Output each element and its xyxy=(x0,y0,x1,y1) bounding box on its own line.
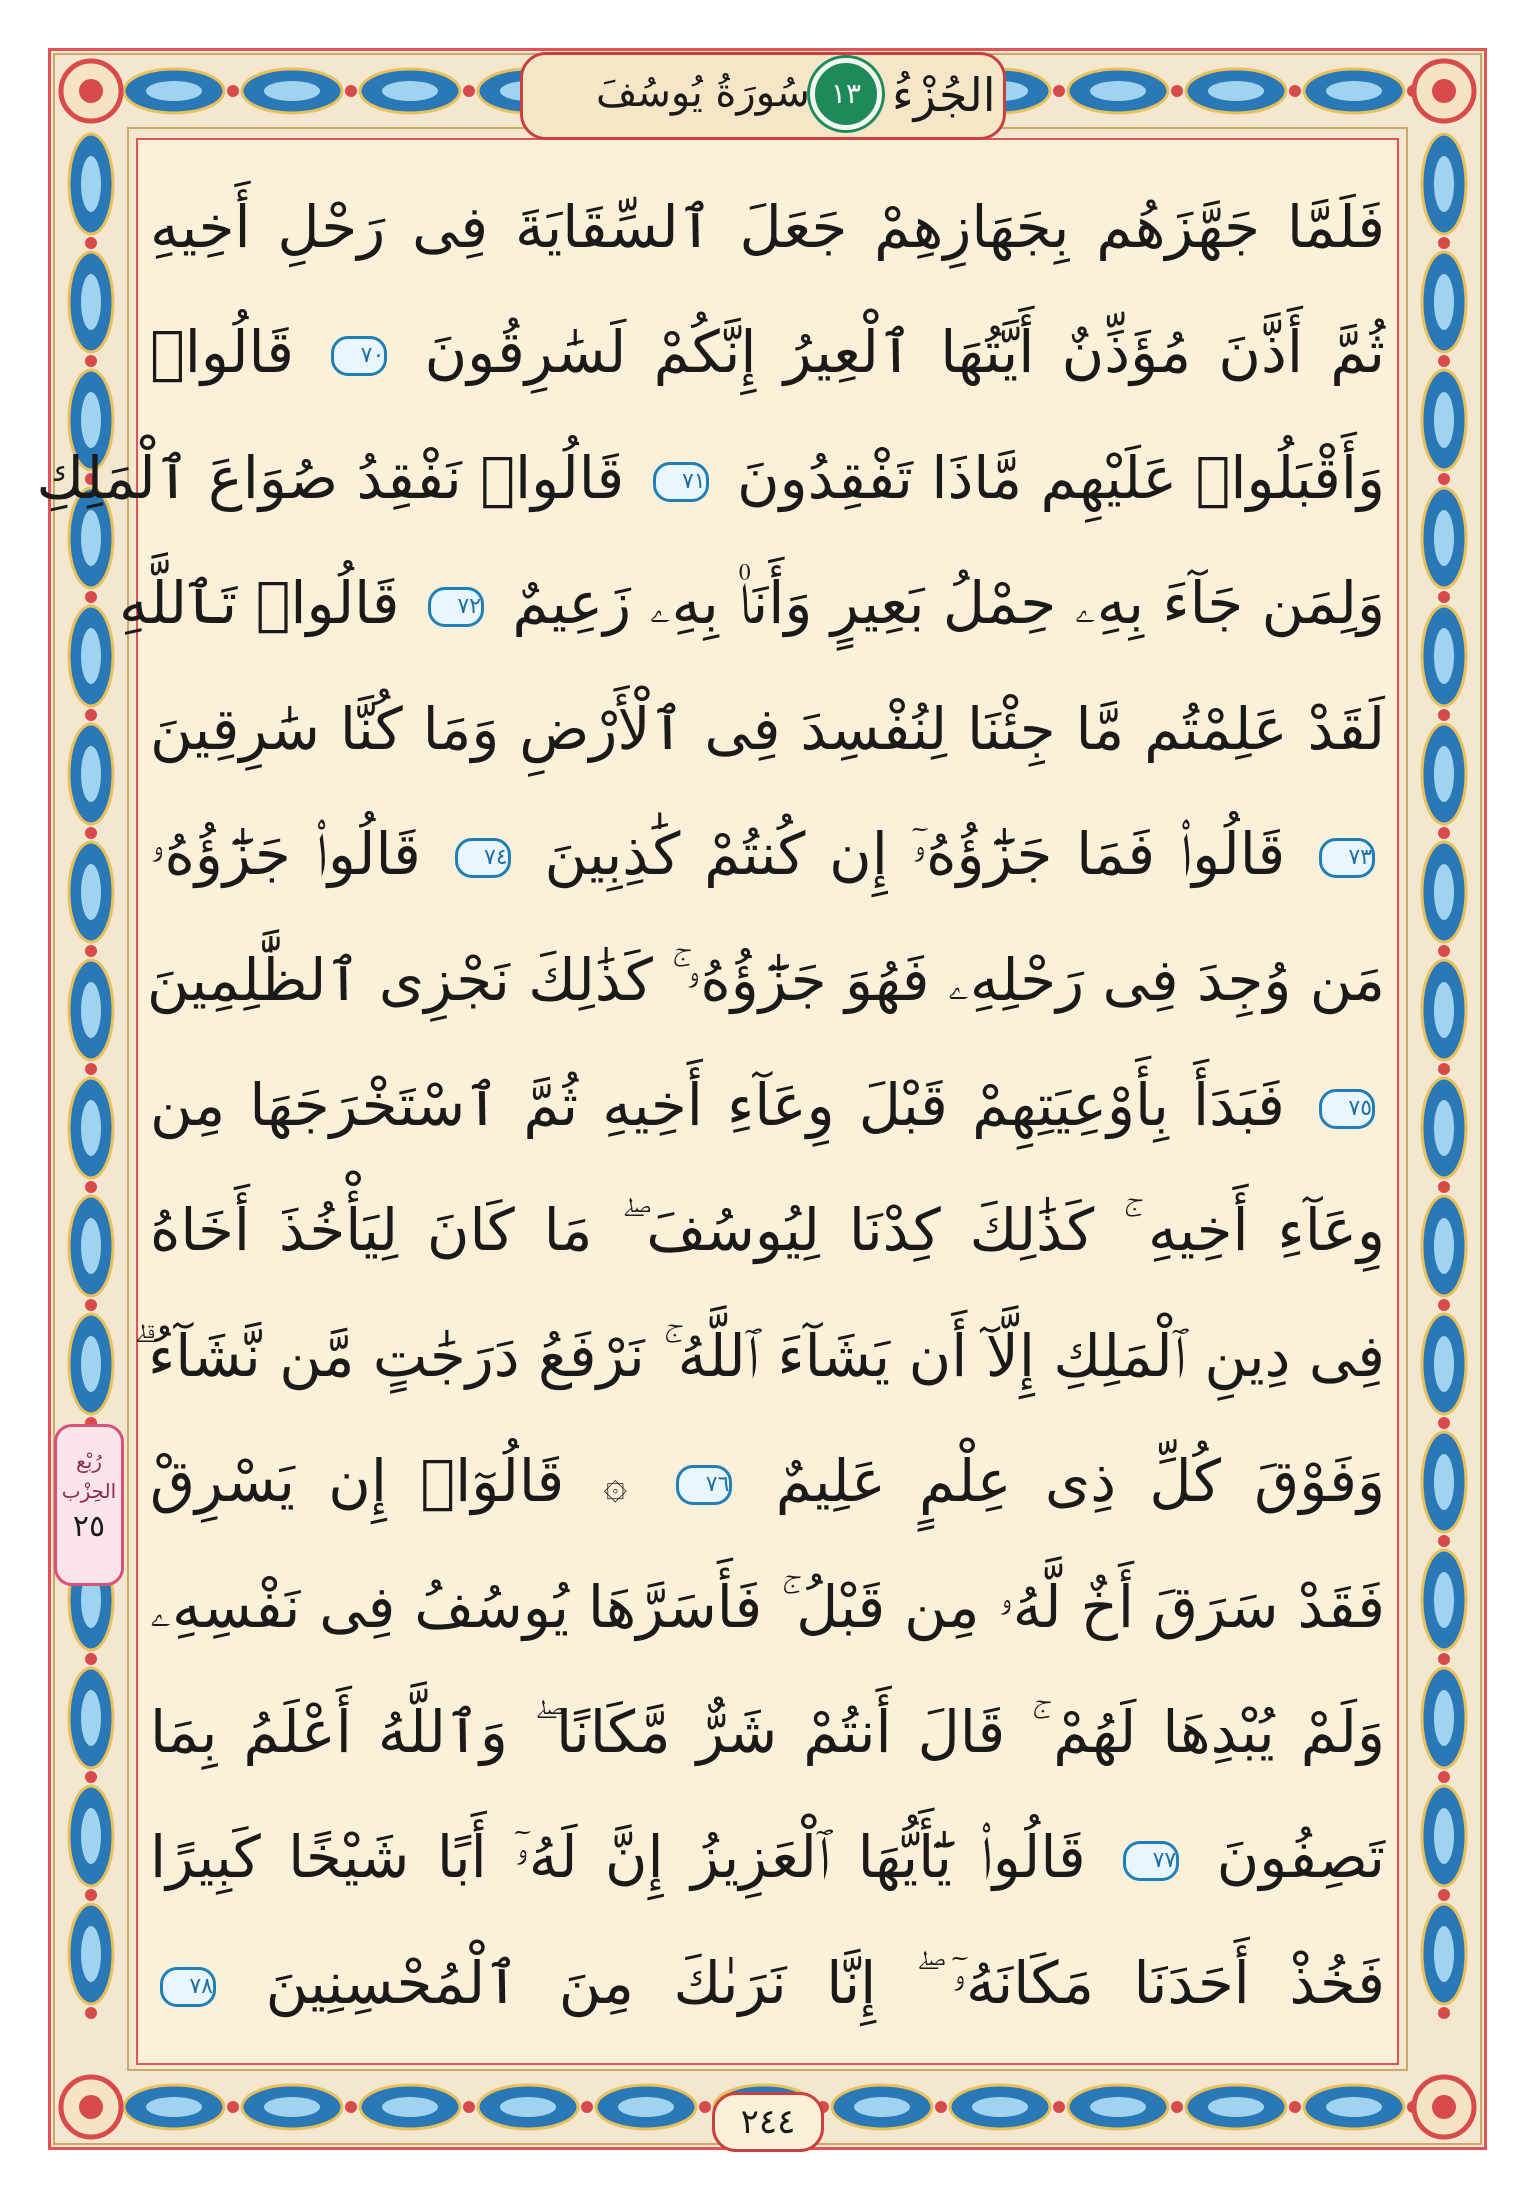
border-medallion-inner xyxy=(81,982,101,1038)
border-dot xyxy=(1438,1181,1450,1193)
border-dot xyxy=(85,1889,97,1901)
text-line xyxy=(150,300,1385,404)
border-medallion-inner xyxy=(1434,510,1454,566)
surah-title: سُورَةُ يُوسُفَ xyxy=(596,70,810,116)
border-dot xyxy=(1171,85,1183,97)
border-dot xyxy=(227,2101,239,2113)
ayah-number-marker: ٧٤ xyxy=(455,838,511,878)
rub-el-hizb-mark: ۞ xyxy=(603,1462,628,1509)
border-dot xyxy=(1438,709,1450,721)
verse-text: وَأَقْبَلُوا۟ عَلَيْهِم مَّاذَا تَفْقِدُونَ xyxy=(737,443,1385,512)
border-medallion-inner xyxy=(81,1336,101,1392)
border-dot xyxy=(1438,1889,1450,1901)
border-dot xyxy=(85,1653,97,1665)
text-line xyxy=(150,1680,1385,1784)
border-medallion-inner xyxy=(854,2097,910,2117)
page-number-box xyxy=(712,2092,824,2152)
text-line xyxy=(133,1304,1385,1408)
border-dot xyxy=(463,85,475,97)
border-medallion-inner xyxy=(81,746,101,802)
text-line xyxy=(150,1931,1385,2035)
border-dot xyxy=(1438,591,1450,603)
ayah-number-marker: ٧٧ xyxy=(1123,1841,1179,1881)
border-medallion-inner xyxy=(1434,274,1454,330)
border-dot xyxy=(85,1771,97,1783)
verse-text: قَالُوا۟ جَزَٰٓؤُهُۥ xyxy=(150,820,421,889)
ayah-number-marker: ٧٢ xyxy=(428,587,484,627)
corner-rosette-center xyxy=(79,79,103,103)
border-medallion-inner xyxy=(1434,1690,1454,1746)
border-medallion-inner xyxy=(81,1100,101,1156)
corner-rosette-center xyxy=(1432,2095,1456,2119)
border-medallion-inner xyxy=(1326,2097,1382,2117)
hizb-fraction: رُبْع xyxy=(76,1449,102,1473)
text-line xyxy=(150,1429,1385,1533)
border-dot xyxy=(1053,85,1065,97)
text-line xyxy=(150,1178,1385,1282)
border-dot xyxy=(85,945,97,957)
verse-text: فَقَدْ سَرَقَ أَخٌ لَّهُۥ مِن قَبْلُ ۚ فَأَسَرَّهَا يُوسُفُ فِى نَفْسِهِۦ xyxy=(150,1572,1385,1641)
border-medallion-inner xyxy=(1208,2097,1264,2117)
border-dot xyxy=(463,2101,475,2113)
border-medallion-inner xyxy=(81,1926,101,1982)
corner-rosette-center xyxy=(79,2095,103,2119)
verse-text: وَلَمْ يُبْدِهَا لَهُمْ ۚ قَالَ أَنتُمْ شَرٌّ مَّكَانًا ۖ وَٱللَّهُ أَعْلَمُ بِمَا xyxy=(150,1698,1385,1767)
border-medallion-inner xyxy=(1434,1454,1454,1510)
border-medallion-inner xyxy=(1208,81,1264,101)
border-dot xyxy=(1438,1771,1450,1783)
border-dot xyxy=(85,355,97,367)
ayah-number-marker: ٧١ xyxy=(653,462,709,502)
border-dot xyxy=(581,2101,593,2113)
border-medallion-inner xyxy=(1434,1926,1454,1982)
border-dot xyxy=(85,1299,97,1311)
border-dot xyxy=(1438,827,1450,839)
verse-text: تَصِفُونَ xyxy=(1216,1823,1385,1892)
border-dot xyxy=(85,1181,97,1193)
text-line xyxy=(146,928,1385,1032)
border-dot xyxy=(699,2101,711,2113)
ayah-number-marker: ٧٣ xyxy=(1319,838,1375,878)
border-medallion-inner xyxy=(1434,1572,1454,1628)
verse-text: مَن وُجِدَ فِى رَحْلِهِۦ فَهُوَ جَزَٰٓؤُهُۥ ۚ كَذَٰلِكَ نَجْزِى ٱلظَّٰلِمِينَ xyxy=(146,945,1385,1014)
border-dot xyxy=(935,2101,947,2113)
text-line xyxy=(150,175,1385,279)
corner-rosette-center xyxy=(1432,79,1456,103)
border-medallion-inner xyxy=(1434,1336,1454,1392)
border-dot xyxy=(1438,945,1450,957)
border-medallion-inner xyxy=(382,81,438,101)
border-medallion-inner xyxy=(1434,392,1454,448)
border-medallion-inner xyxy=(618,2097,674,2117)
ayah-number-marker: ٧٥ xyxy=(1319,1089,1375,1129)
text-line xyxy=(36,426,1385,530)
border-medallion-inner xyxy=(81,1690,101,1746)
border-dot xyxy=(1438,2007,1450,2019)
border-dot xyxy=(85,2007,97,2019)
border-medallion-inner xyxy=(382,2097,438,2117)
juz-label: الجُزْءُ xyxy=(892,68,996,122)
hizb-number: ٢٥ xyxy=(72,1509,106,1544)
verse-text: قَالُوا۟ نَفْقِدُ صُوَاعَ ٱلْمَلِكِ xyxy=(36,443,625,512)
verse-text: وَلِمَن جَآءَ بِهِۦ حِمْلُ بَعِيرٍ وَأَنَا۠ بِهِۦ زَعِيمٌ xyxy=(512,569,1385,638)
verse-text: قَالُوا۟ xyxy=(150,318,294,387)
border-dot xyxy=(85,827,97,839)
border-medallion-inner xyxy=(1434,1100,1454,1156)
verse-text: ثُمَّ أَذَّنَ مُؤَذِّنٌ أَيَّتُهَا ٱلْعِيرُ إِنَّكُمْ لَسَٰرِقُونَ xyxy=(424,318,1386,387)
text-line xyxy=(150,1053,1385,1157)
border-medallion-inner xyxy=(1090,2097,1146,2117)
verse-text: فِى دِينِ ٱلْمَلِكِ إِلَّآ أَن يَشَآءَ ٱللَّهُ ۚ نَرْفَعُ دَرَجَٰتٍ مَّن نَّشَآءُ ۗ xyxy=(133,1321,1385,1390)
border-medallion-inner xyxy=(264,81,320,101)
border-dot xyxy=(1438,1653,1450,1665)
border-dot xyxy=(85,709,97,721)
ayah-number-marker: ٧٠ xyxy=(331,336,387,376)
border-medallion-inner xyxy=(146,2097,202,2117)
border-medallion-inner xyxy=(972,2097,1028,2117)
border-dot xyxy=(1438,1535,1450,1547)
border-dot xyxy=(345,85,357,97)
border-medallion-inner xyxy=(1434,628,1454,684)
border-medallion-inner xyxy=(81,156,101,212)
border-medallion-inner xyxy=(1434,864,1454,920)
border-medallion-inner xyxy=(1434,982,1454,1038)
verse-text: فَلَمَّا جَهَّزَهُم بِجَهَازِهِمْ جَعَلَ ٱلسِّقَايَةَ فِى رَحْلِ أَخِيهِ xyxy=(150,193,1385,261)
border-dot xyxy=(1438,1417,1450,1429)
verse-text: وَفَوْقَ كُلِّ ذِى عِلْمٍ عَلِيمٌ xyxy=(775,1447,1385,1516)
border-dot xyxy=(85,237,97,249)
border-dot xyxy=(1289,85,1301,97)
border-dot xyxy=(345,2101,357,2113)
page-number: ٢٤٤ xyxy=(740,2102,796,2142)
border-medallion-inner xyxy=(146,81,202,101)
border-dot xyxy=(227,85,239,97)
verse-text: فَبَدَأَ بِأَوْعِيَتِهِمْ قَبْلَ وِعَآءِ أَخِيهِ ثُمَّ ٱسْتَخْرَجَهَا مِن xyxy=(150,1070,1285,1139)
text-line xyxy=(150,1805,1385,1909)
verse-text: قَالُوٓا۟ إِن يَسْرِقْ xyxy=(150,1447,565,1516)
verse-text: وِعَآءِ أَخِيهِ ۚ كَذَٰلِكَ كِدْنَا لِيُوسُفَ ۖ مَا كَانَ لِيَأْخُذَ أَخَاهُ xyxy=(150,1196,1385,1265)
border-medallion-inner xyxy=(264,2097,320,2117)
text-line xyxy=(150,802,1385,906)
border-medallion-inner xyxy=(1434,746,1454,802)
border-dot xyxy=(85,591,97,603)
border-dot xyxy=(1438,1299,1450,1311)
border-medallion-inner xyxy=(81,864,101,920)
border-medallion-inner xyxy=(1434,1808,1454,1864)
border-dot xyxy=(1438,1063,1450,1075)
verse-text: قَالُوا۟ فَمَا جَزَٰٓؤُهُۥٓ إِن كُنتُمْ كَٰذِبِينَ xyxy=(544,820,1286,889)
border-medallion-inner xyxy=(81,1808,101,1864)
border-medallion-inner xyxy=(1090,81,1146,101)
border-dot xyxy=(85,1063,97,1075)
ayah-number-marker: ٧٨ xyxy=(160,1967,216,2007)
border-medallion-inner xyxy=(81,1218,101,1274)
border-dot xyxy=(1171,2101,1183,2113)
border-medallion-inner xyxy=(1326,81,1382,101)
hizb-label: الحِزْب xyxy=(61,1479,117,1503)
border-medallion-inner xyxy=(1434,1218,1454,1274)
border-medallion-inner xyxy=(81,628,101,684)
border-dot xyxy=(1053,2101,1065,2113)
border-dot xyxy=(1438,355,1450,367)
border-dot xyxy=(1289,2101,1301,2113)
text-line xyxy=(119,551,1385,655)
hizb-quarter-marker xyxy=(54,1424,124,1586)
verse-text: لَقَدْ عَلِمْتُم مَّا جِئْنَا لِنُفْسِدَ فِى ٱلْأَرْضِ وَمَا كُنَّا سَٰرِقِينَ xyxy=(150,694,1385,763)
border-medallion-inner xyxy=(1434,156,1454,212)
border-medallion-inner xyxy=(81,274,101,330)
verse-text: فَخُذْ أَحَدَنَا مَكَانَهُۥٓ ۖ إِنَّا نَرَىٰكَ مِنَ ٱلْمُحْسِنِينَ xyxy=(265,1948,1385,2017)
text-line xyxy=(150,677,1385,781)
border-dot xyxy=(1438,237,1450,249)
juz-number-medallion: ١٣ xyxy=(810,58,882,130)
border-dot xyxy=(1438,473,1450,485)
ayah-number-marker: ٧٦ xyxy=(676,1465,732,1505)
verse-text: قَالُوا۟ تَٱللَّهِ xyxy=(119,569,400,638)
verse-text: قَالُوا۟ يَٰٓأَيُّهَا ٱلْعَزِيزُ إِنَّ لَهُۥٓ أَبًا شَيْخًا كَبِيرًا xyxy=(150,1823,1086,1892)
border-medallion-inner xyxy=(500,2097,556,2117)
text-line xyxy=(150,1555,1385,1659)
